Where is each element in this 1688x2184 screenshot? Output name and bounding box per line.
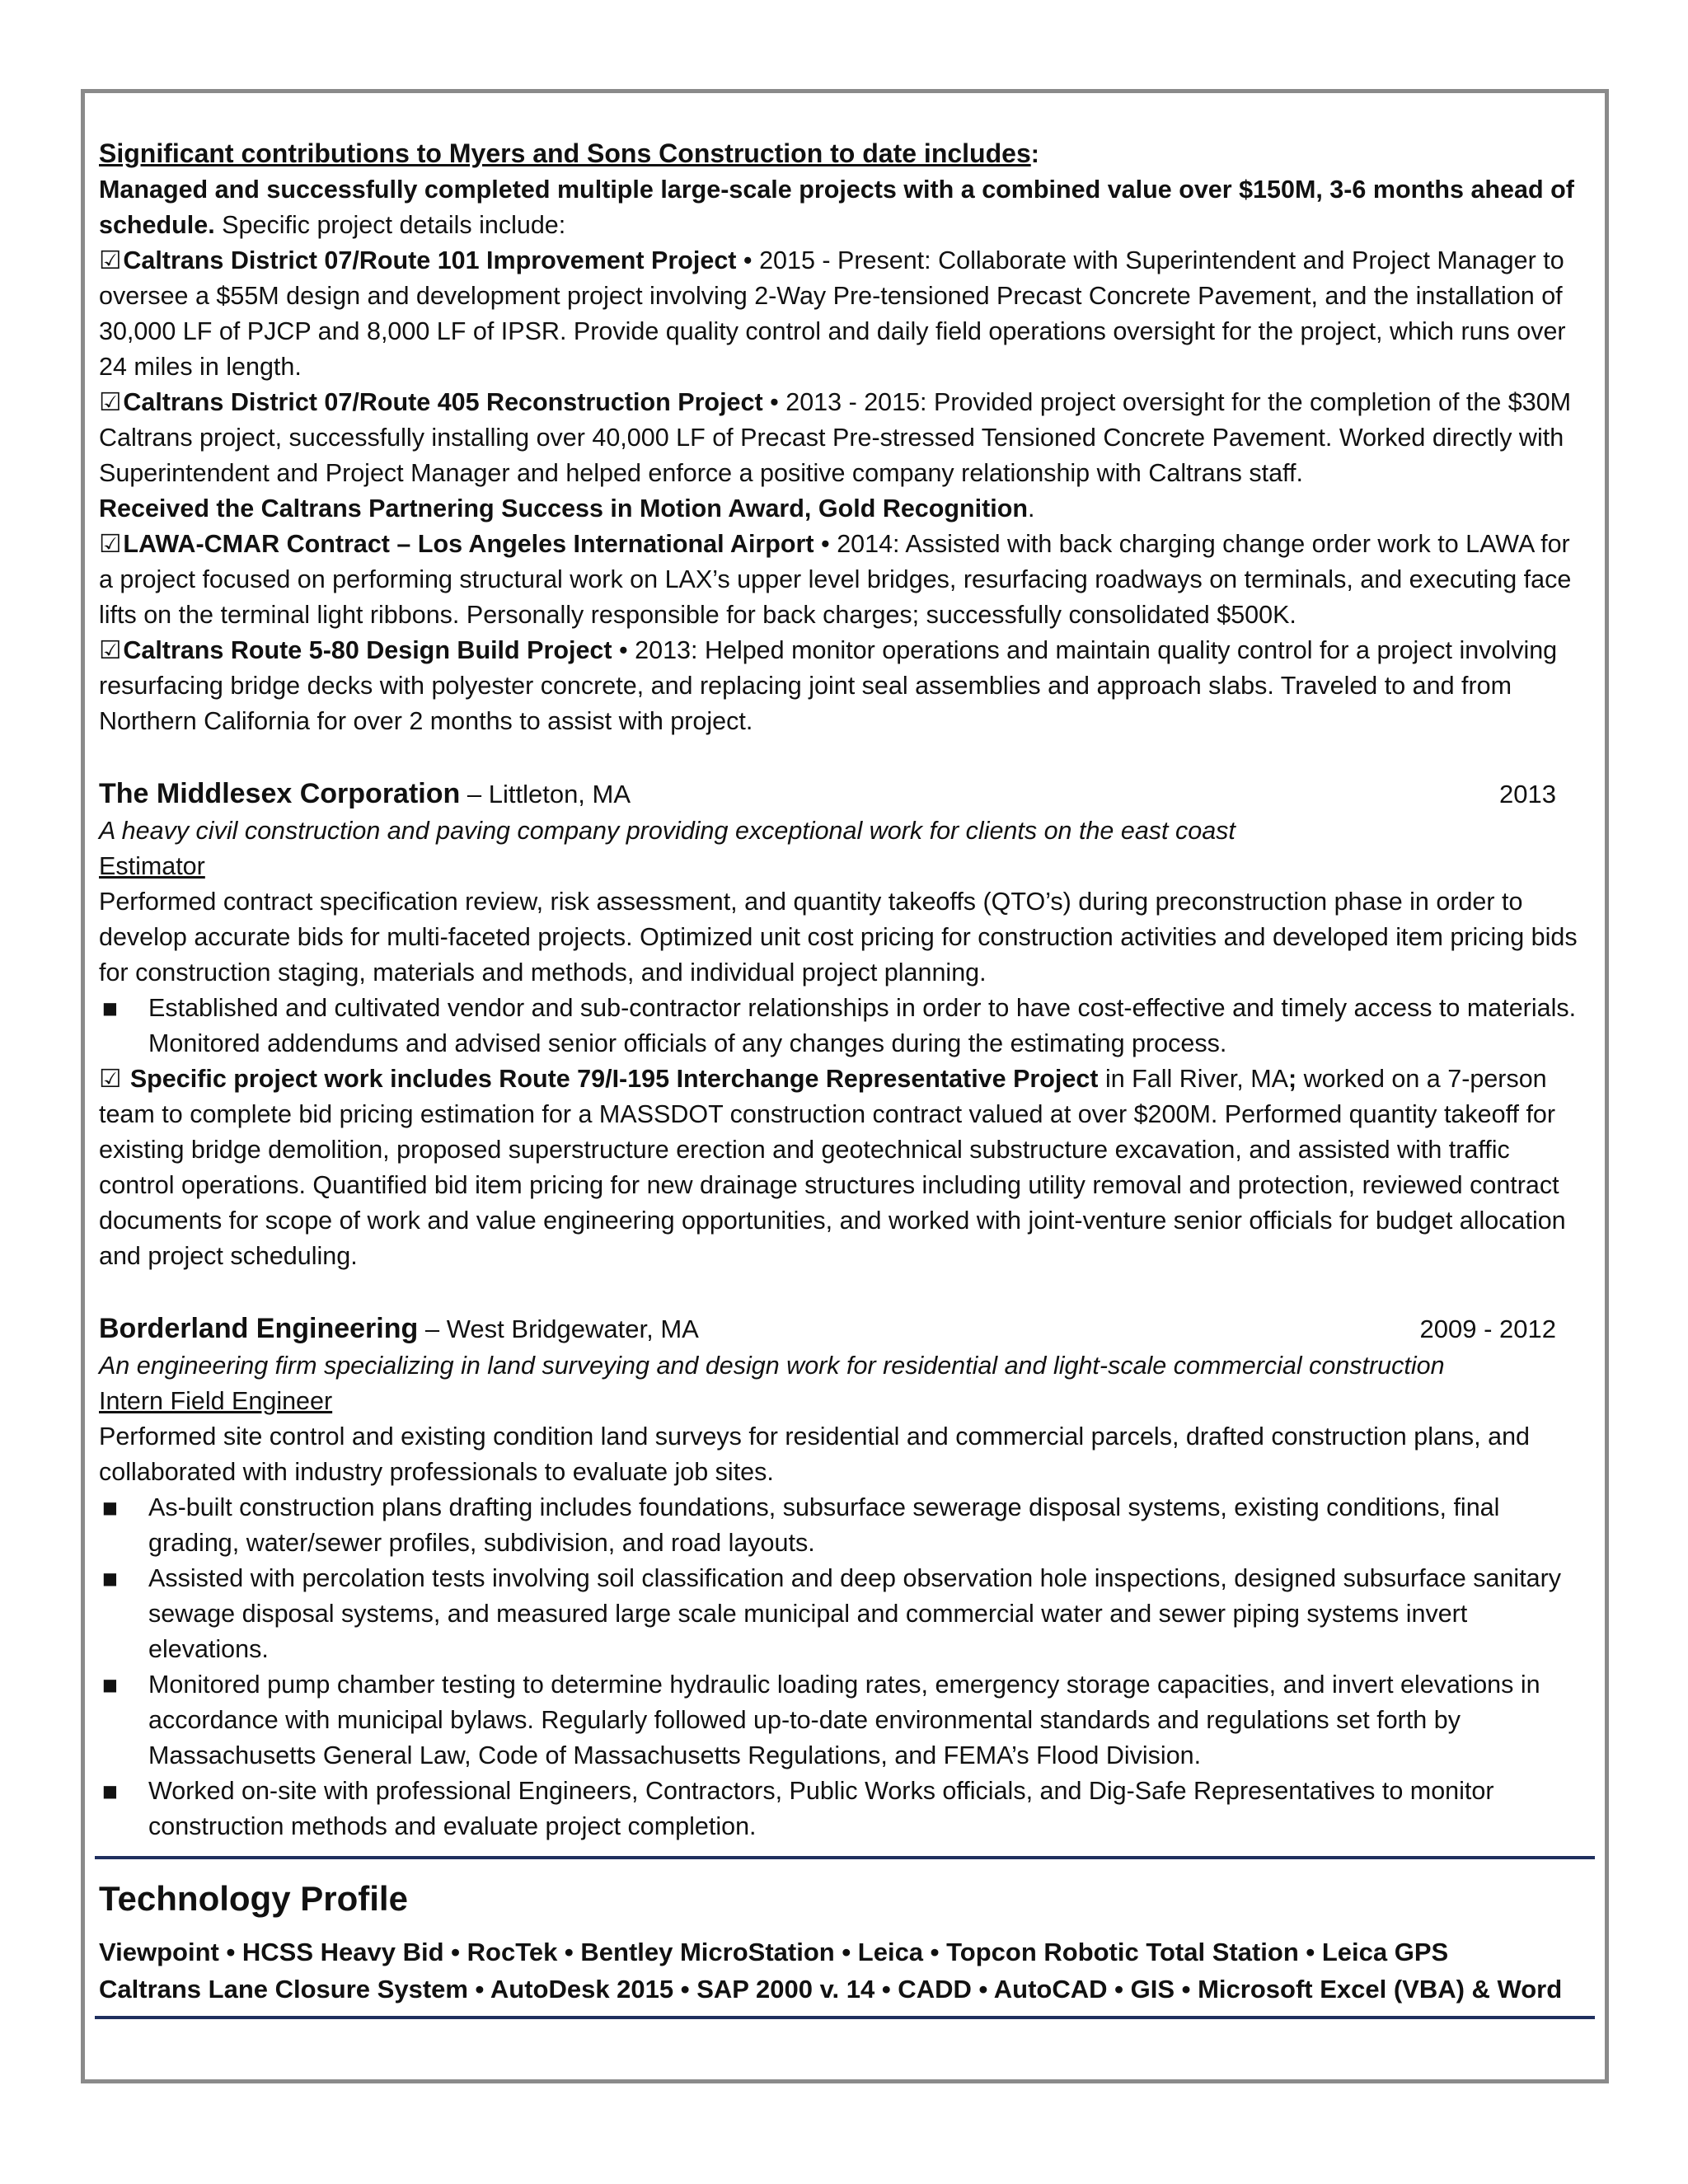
job-bullets xyxy=(99,1490,1589,1844)
job-summary: Performed site control and existing condition land surveys for residential and commercial parcels, drafted construction plans, and collaborated with industry professionals to evaluate job sites. xyxy=(99,1422,1530,1486)
technology-line-2: Caltrans Lane Closure System • AutoDesk 2015 • SAP 2000 v. 14 • CADD • AutoCAD • GIS • Microsoft Excel (VBA) & Word xyxy=(99,1975,1563,2004)
checkbox-icon: ☑ xyxy=(99,530,122,559)
company-tagline: A heavy civil construction and paving company providing exceptional work for clients on the east coast xyxy=(99,817,1236,845)
list-item: ■ As-built construction plans drafting includes foundations, subsurface sewerage disposal systems, existing conditions, final grading, water/sewer profiles, subdivision, and road layouts. xyxy=(99,1490,1589,1561)
list-item: ■ Assisted with percolation tests involving soil classification and deep observation hole inspections, designed subsurface sanitary sewage disposal systems, and measured large scale municipal and commercial water and sewer piping systems invert elevations. xyxy=(99,1561,1589,1667)
project-item xyxy=(99,385,1589,491)
company-name: The Middlesex Corporation xyxy=(99,778,461,809)
project-description: • 2013: Helped monitor operations and maintain quality control for a project involving resurfacing bridge decks with polyester concrete, and replacing joint seal assemblies and approach slabs. Traveled to and from Northern California for over 2 months to assist with project. xyxy=(99,636,1558,735)
project-item xyxy=(99,633,1589,739)
bullet-icon: ■ xyxy=(102,1781,118,1801)
job-role: Intern Field Engineer xyxy=(99,1387,333,1415)
job-summary: Performed contract specification review, risk assessment, and quantity takeoffs (QTO’s) during preconstruction phase in order to develop accurate bids for multi-faceted projects. Optimized unit cost pricing for construction activities and developed item pricing bids for construction staging, materials and methods, and individual project planning. xyxy=(99,888,1578,987)
job-dates: 2013 xyxy=(1499,780,1556,808)
bullet-icon: ■ xyxy=(102,1568,118,1588)
job-role: Estimator xyxy=(99,852,205,880)
bullet-icon: ■ xyxy=(102,1675,118,1694)
company-tagline: An engineering firm specializing in land surveying and design work for residential and light-scale commercial construction xyxy=(99,1352,1445,1380)
section-divider xyxy=(95,2016,1595,2019)
project-title: Caltrans District 07/Route 405 Reconstruction Project xyxy=(123,388,763,416)
section-divider xyxy=(95,1856,1595,1859)
project-item xyxy=(99,527,1589,633)
list-item: ■ Monitored pump chamber testing to determine hydraulic loading rates, emergency storage capacities, and invert elevations in accordance with municipal bylaws. Regularly followed up-to-date environmental standards and regulations set forth by Massachusetts General Law, Code of Massachusetts Regulations, and FEMA’s Flood Division. xyxy=(99,1667,1589,1774)
project-title: Caltrans Route 5-80 Design Build Project xyxy=(123,636,612,664)
company-location: – West Bridgewater, MA xyxy=(418,1315,699,1343)
project-description: • 2013 - 2015: Provided project oversight for the completion of the $30M Caltrans project, successfully installing over 40,000 LF of Precast Pre-stressed Tensioned Concrete Pavement. Worked directly with Superintendent and Project Manager and helped enforce a positive company relationship with Caltrans staff. xyxy=(99,388,1572,487)
checkbox-icon: ☑ xyxy=(99,1065,122,1094)
contributions-heading: Significant contributions to Myers and Sons Construction to date includes: xyxy=(99,138,1039,168)
company-location: – Littleton, MA xyxy=(460,780,631,808)
project-item xyxy=(99,243,1589,385)
technology-section xyxy=(99,1876,1589,2008)
checkbox-icon: ☑ xyxy=(99,246,122,275)
list-item: ■ Worked on-site with professional Engineers, Contractors, Public Works officials, and Dig-Safe Representatives to monitor construction methods and evaluate project completion. xyxy=(99,1774,1589,1844)
technology-title: Technology Profile xyxy=(99,1879,408,1918)
resume-content xyxy=(99,136,1589,1844)
company-name: Borderland Engineering xyxy=(99,1313,419,1344)
bullet-icon: ■ xyxy=(102,1497,118,1517)
project-description: • 2014: Assisted with back charging change order work to LAWA for a project focused on performing structural work on LAX’s upper level bridges, resurfacing roadways on terminals, and executing face lifts on the terminal light ribbons. Personally responsible for back charges; successfully consolidated $500K. xyxy=(99,530,1572,629)
checkbox-icon: ☑ xyxy=(99,636,122,665)
job-header-middlesex xyxy=(99,775,1589,813)
job-bullets xyxy=(99,991,1589,1062)
checkbox-icon: ☑ xyxy=(99,388,122,417)
bullet-icon: ■ xyxy=(102,998,118,1018)
list-item: ■ Established and cultivated vendor and sub-contractor relationships in order to have cost-effective and timely access to materials. Monitored addendums and advised senior officials of any changes during the estimating process. xyxy=(99,991,1589,1062)
contributions-intro: Managed and successfully completed multiple large-scale projects with a combined value over $150M, 3-6 months ahead of schedule. Specific project details include: xyxy=(99,176,1574,239)
project-item: ☑ Specific project work includes Route 79/I-195 Interchange Representative Project in Fall River, MA; worked on a 7-person team to complete bid pricing estimation for a MASSDOT construction contract valued at over $200M. Performed quantity takeoff for existing bridge demolition, proposed superstructure erection and geotechnical substructure excavation, and assisted with traffic control operations. Quantified bid item pricing for new drainage structures including utility removal and protection, reviewed contract documents for scope of work and value engineering opportunities, and worked with joint-venture senior officials for budget allocation and project scheduling. xyxy=(99,1065,1566,1270)
project-title: LAWA-CMAR Contract – Los Angeles International Airport xyxy=(123,530,814,558)
project-award: Received the Caltrans Partnering Success in Motion Award, Gold Recognition. xyxy=(99,494,1035,523)
job-dates: 2009 - 2012 xyxy=(1419,1315,1556,1343)
project-description: • 2015 - Present: Collaborate with Superintendent and Project Manager to oversee a $55M design and development project involving 2-Way Pre-tensioned Precast Concrete Pavement, and the installation of 30,000 LF of PJCP and 8,000 LF of IPSR. Provide quality control and daily field operations oversight for the project, which runs over 24 miles in length. xyxy=(99,246,1566,381)
technology-line-1: Viewpoint • HCSS Heavy Bid • RocTek • Bentley MicroStation • Leica • Topcon Robotic Total Station • Leica GPS xyxy=(99,1938,1449,1966)
project-title: Caltrans District 07/Route 101 Improvement Project xyxy=(123,246,737,274)
job-header-borderland xyxy=(99,1310,1589,1348)
